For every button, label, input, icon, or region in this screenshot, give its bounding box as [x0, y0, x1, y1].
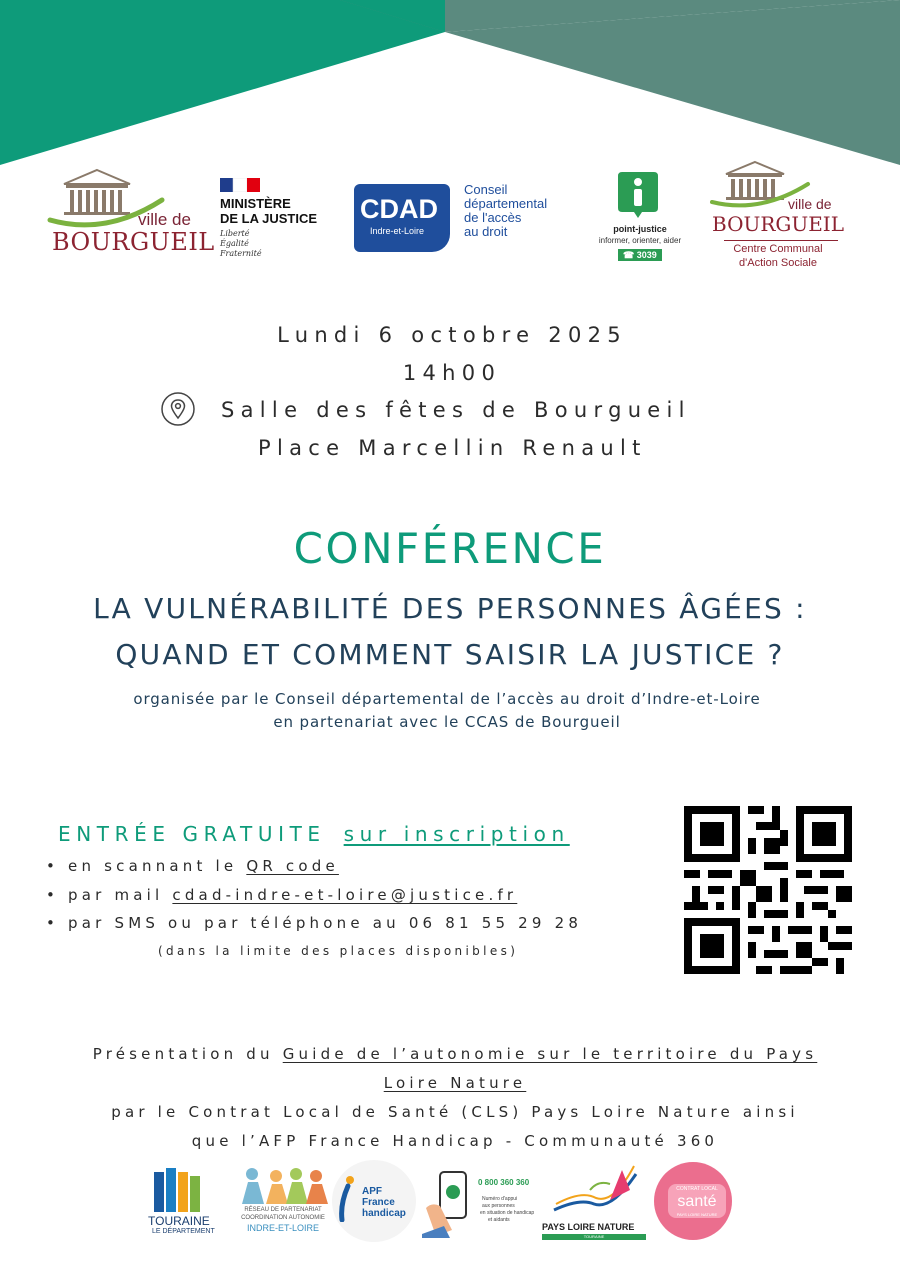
logo-bourgueil-name: BOURGUEIL: [52, 228, 215, 256]
item1-prefix: en scannant le: [68, 857, 238, 875]
motto-fraternite: Fraternité: [220, 249, 262, 258]
logo-ministere-justice: [220, 176, 335, 262]
registration-item-2: [46, 886, 517, 904]
logo-reseau-partenariat: [234, 1166, 332, 1236]
point-justice-name: point-justice: [613, 224, 667, 234]
pays-loire-sub: [542, 1234, 646, 1240]
ccas-line2: d'Action Sociale: [739, 257, 817, 269]
event-date: Lundi 6 octobre 2025: [277, 323, 627, 347]
conference-title-line1: LA VULNÉRABILITÉ DES PERSONNES ÂGÉES :: [93, 592, 807, 625]
ministere-line1: MINISTÈRE: [220, 196, 291, 211]
apf-line1: APF: [362, 1186, 382, 1197]
numero-line1: Numéro d'appui: [482, 1196, 518, 1202]
cdad-text-2: départemental: [464, 196, 548, 211]
organizer-line2: en partenariat avec le CCAS de Bourgueil: [273, 713, 621, 731]
numero-line2: aux personnes: [482, 1203, 515, 1209]
top-banner-shapes: [0, 0, 900, 170]
cdad-text-1: Conseil: [464, 182, 508, 197]
green-triangle-left: [0, 0, 445, 165]
event-time: 14h00: [402, 361, 502, 385]
numero-line4: et aidants: [488, 1217, 510, 1223]
people-group-icon: [234, 1166, 332, 1206]
cdad-text-3: de l'accès: [464, 210, 522, 225]
logo-bourgueil-left: [46, 168, 215, 260]
logo-contrat-local-sante: [650, 1160, 742, 1242]
loire-river-icon: [550, 1160, 640, 1216]
info-person-icon: [618, 172, 658, 218]
ccas-line1: Centre Communal: [733, 243, 823, 255]
qr-code-image[interactable]: [684, 806, 852, 974]
touraine-tower-icon: [152, 1166, 204, 1214]
organizer-line1: organisée par le Conseil départemental de l’accès au droit d’Indre-et-Loire: [133, 690, 761, 708]
event-address: Place Marcellin Renault: [258, 436, 647, 460]
motto-liberte: Liberté: [220, 229, 250, 238]
numero-phone: 0 800 360 360: [478, 1178, 530, 1187]
event-venue: Salle des fêtes de Bourgueil: [221, 398, 691, 422]
logo-numero-appui: [420, 1168, 542, 1238]
point-justice-phone-number: 3039: [636, 250, 657, 260]
apf-line3: handicap: [362, 1208, 406, 1219]
reseau-line2: COORDINATION AUTONOMIE: [241, 1215, 325, 1221]
logo-bourgueil-name-2: BOURGUEIL: [712, 212, 844, 236]
pays-loire-name: PAYS LOIRE NATURE: [542, 1222, 635, 1232]
apf-figure-icon: [336, 1174, 360, 1222]
logo-cdad: [354, 180, 574, 256]
qr-code-link[interactable]: QR code: [246, 857, 339, 875]
cdad-abbr: CDAD: [360, 194, 438, 224]
registration-note: (dans la limite des places disponibles): [158, 944, 519, 958]
registration-heading: [58, 822, 570, 846]
email-link[interactable]: cdad-indre-et-loire@justice.fr: [172, 886, 518, 904]
guide-link-part1[interactable]: Guide de l’autonomie sur le territoire du Pays: [282, 1045, 818, 1063]
phone-hand-icon: [422, 1168, 478, 1238]
logo-pays-loire-nature: [542, 1160, 646, 1240]
logo-ville-de-text-2: ville de: [788, 196, 832, 212]
sante-line1: CONTRAT LOCAL: [676, 1186, 718, 1192]
pays-loire-sub-text: TOURAINE: [583, 1234, 605, 1239]
logo-touraine: [148, 1166, 230, 1240]
logo-divider: [724, 240, 838, 241]
conference-heading: CONFÉRENCE: [293, 524, 607, 573]
presentation-by-line2: que l’AFP France Handicap - Communauté 360: [191, 1132, 719, 1150]
cdad-text-4: au droit: [464, 224, 508, 239]
sante-line3: PAYS LOIRE NATURE: [676, 1212, 718, 1217]
conference-title-line2: QUAND ET COMMENT SAISIR LA JUSTICE ?: [115, 638, 785, 671]
bullet: •: [46, 857, 69, 875]
item2-prefix: par mail: [68, 886, 164, 904]
sante-line2: santé: [677, 1193, 717, 1210]
touraine-name: TOURAINE: [148, 1214, 210, 1228]
numero-line3: en situation de handicap: [480, 1210, 535, 1216]
motto-egalite: Égalité: [220, 239, 249, 248]
bullet: •: [46, 914, 69, 932]
entry-free-label: ENTRÉE GRATUITE: [58, 822, 326, 846]
logo-apf-france-handicap: [330, 1160, 420, 1242]
point-justice-tagline: informer, orienter, aider: [598, 236, 682, 245]
guide-link-part2[interactable]: Loire Nature: [383, 1074, 527, 1092]
logo-point-justice: [588, 172, 692, 264]
presentation-line1: [0, 1045, 900, 1063]
ministere-line2: DE LA JUSTICE: [220, 211, 318, 226]
on-registration-link[interactable]: sur inscription: [343, 822, 570, 846]
reseau-line1: RÉSEAU DE PARTENARIAT: [244, 1207, 322, 1213]
reseau-line3: INDRE-ET-LOIRE: [246, 1223, 319, 1233]
logo-bourgueil-ccas: [708, 160, 848, 272]
presentation-by-line1: par le Contrat Local de Santé (CLS) Pays Loire Nature ainsi: [111, 1103, 799, 1121]
touraine-sub: LE DÉPARTEMENT: [152, 1228, 215, 1235]
presentation-prefix: Présentation du: [92, 1045, 274, 1063]
logo-ville-de-text: ville de: [138, 210, 191, 229]
cdad-sub: Indre-et-Loire: [370, 226, 425, 236]
bullet: •: [46, 886, 69, 904]
registration-item-3: [46, 914, 582, 932]
point-justice-phone: ☎ 3039: [618, 249, 662, 261]
apf-line2: France: [362, 1197, 395, 1208]
location-pin-icon: [160, 391, 196, 427]
marianne-flag-icon: [220, 178, 260, 192]
registration-item-1: [46, 857, 339, 875]
presentation-line2: [0, 1074, 900, 1092]
item3-text: par SMS ou par téléphone au 06 81 55 29 28: [68, 914, 583, 932]
